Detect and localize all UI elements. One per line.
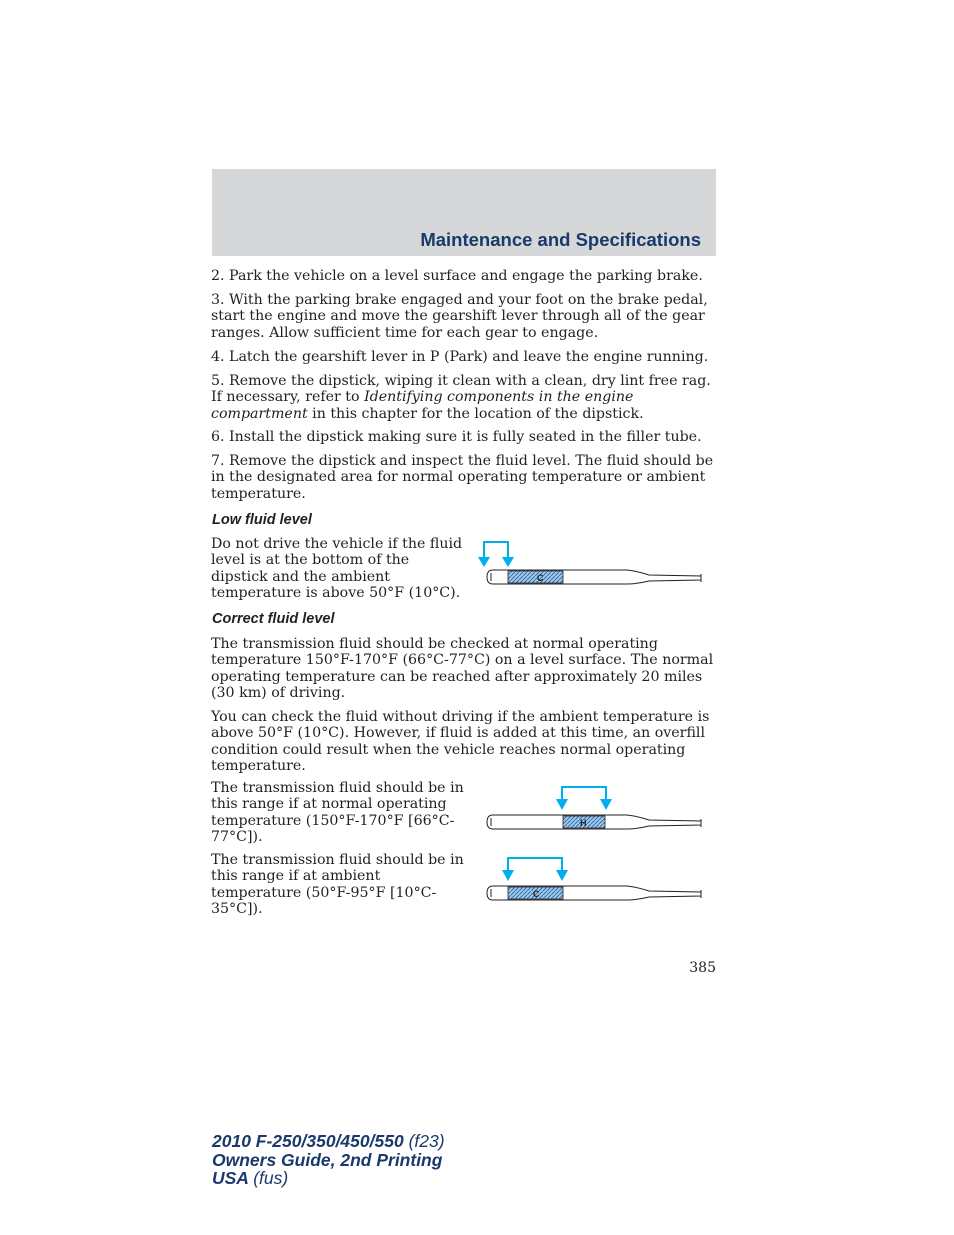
step-5-text: 5. Remove the dipstick, wiping it clean with a clean, dry lint free rag. If necessary, refer to [211, 373, 711, 406]
cold-zone-label: C [533, 889, 540, 899]
low-fluid-heading: Low fluid level [212, 512, 312, 528]
correct-fluid-heading: Correct fluid level [212, 611, 335, 627]
ambient-range-text: The transmission fluid should be in this range if at ambient temperature (50°F-95°F [10°C-35°C]). [211, 852, 464, 918]
page-number: 385 [689, 960, 716, 976]
cold-zone-label: C [537, 573, 544, 583]
section-header-band [212, 169, 716, 256]
cold-zone-marker [508, 571, 563, 583]
footer-region: USA [212, 1168, 249, 1188]
correct-fluid-paragraph-1: The transmission fluid should be checked at normal operating temperature 150°F-170°F (66°C-77°C) on a level surface. The normal operating temperature can be reached after approximately 20 miles (30 km) of driving. [211, 636, 714, 702]
footer-guide: Owners Guide, 2nd Printing [212, 1149, 443, 1170]
footer-model-code: (f23) [408, 1131, 445, 1151]
step-5-reference: Identifying components in the engine compartment [211, 389, 634, 422]
dipstick-hot-range-figure [475, 784, 710, 836]
low-fluid-text: Do not drive the vehicle if the fluid level is at the bottom of the dipstick and the ambient temperature is above 50°F (10°C). [211, 536, 463, 602]
dipstick-ambient-range-figure [475, 855, 710, 907]
step-5-text-end: in this chapter for the location of the dipstick. [307, 405, 644, 422]
step-5 [211, 373, 717, 422]
footer-model: 2010 F-250/350/450/550 [212, 1131, 404, 1151]
step-2: 2. Park the vehicle on a level surface and engage the parking brake. [211, 268, 703, 284]
step-6: 6. Install the dipstick making sure it is fully seated in the filler tube. [211, 429, 702, 445]
hot-range-text: The transmission fluid should be in this range if at normal operating temperature (150°F-170°F [66°C-77°C]). [211, 780, 464, 846]
section-title: Maintenance and Specifications [420, 229, 701, 250]
fluid-level-arrows [478, 542, 514, 567]
document-footer [212, 1132, 445, 1188]
fluid-level-arrows [502, 858, 568, 881]
footer-region-code: (fus) [253, 1168, 289, 1188]
correct-fluid-paragraph-2: You can check the fluid without driving if the ambient temperature is above 50°F (10°C). However, if fluid is added at this time, an overfill condition could result when the vehicle reaches normal operating temperature. [211, 709, 710, 775]
dipstick-low-level-figure [475, 536, 710, 590]
step-7: 7. Remove the dipstick and inspect the fluid level. The fluid should be in the designated area for normal operating temperature or ambient temperature. [211, 453, 714, 502]
hot-zone-label: H [580, 818, 587, 828]
footer-region-line [212, 1169, 445, 1188]
fluid-level-arrows [556, 787, 612, 810]
step-3: 3. With the parking brake engaged and your foot on the brake pedal, start the engine and move the gearshift lever through all of the gear ranges. Allow sufficient time for each gear to engage. [211, 292, 708, 341]
footer-model-line [212, 1132, 445, 1151]
step-4: 4. Latch the gearshift lever in P (Park) and leave the engine running. [211, 349, 709, 365]
